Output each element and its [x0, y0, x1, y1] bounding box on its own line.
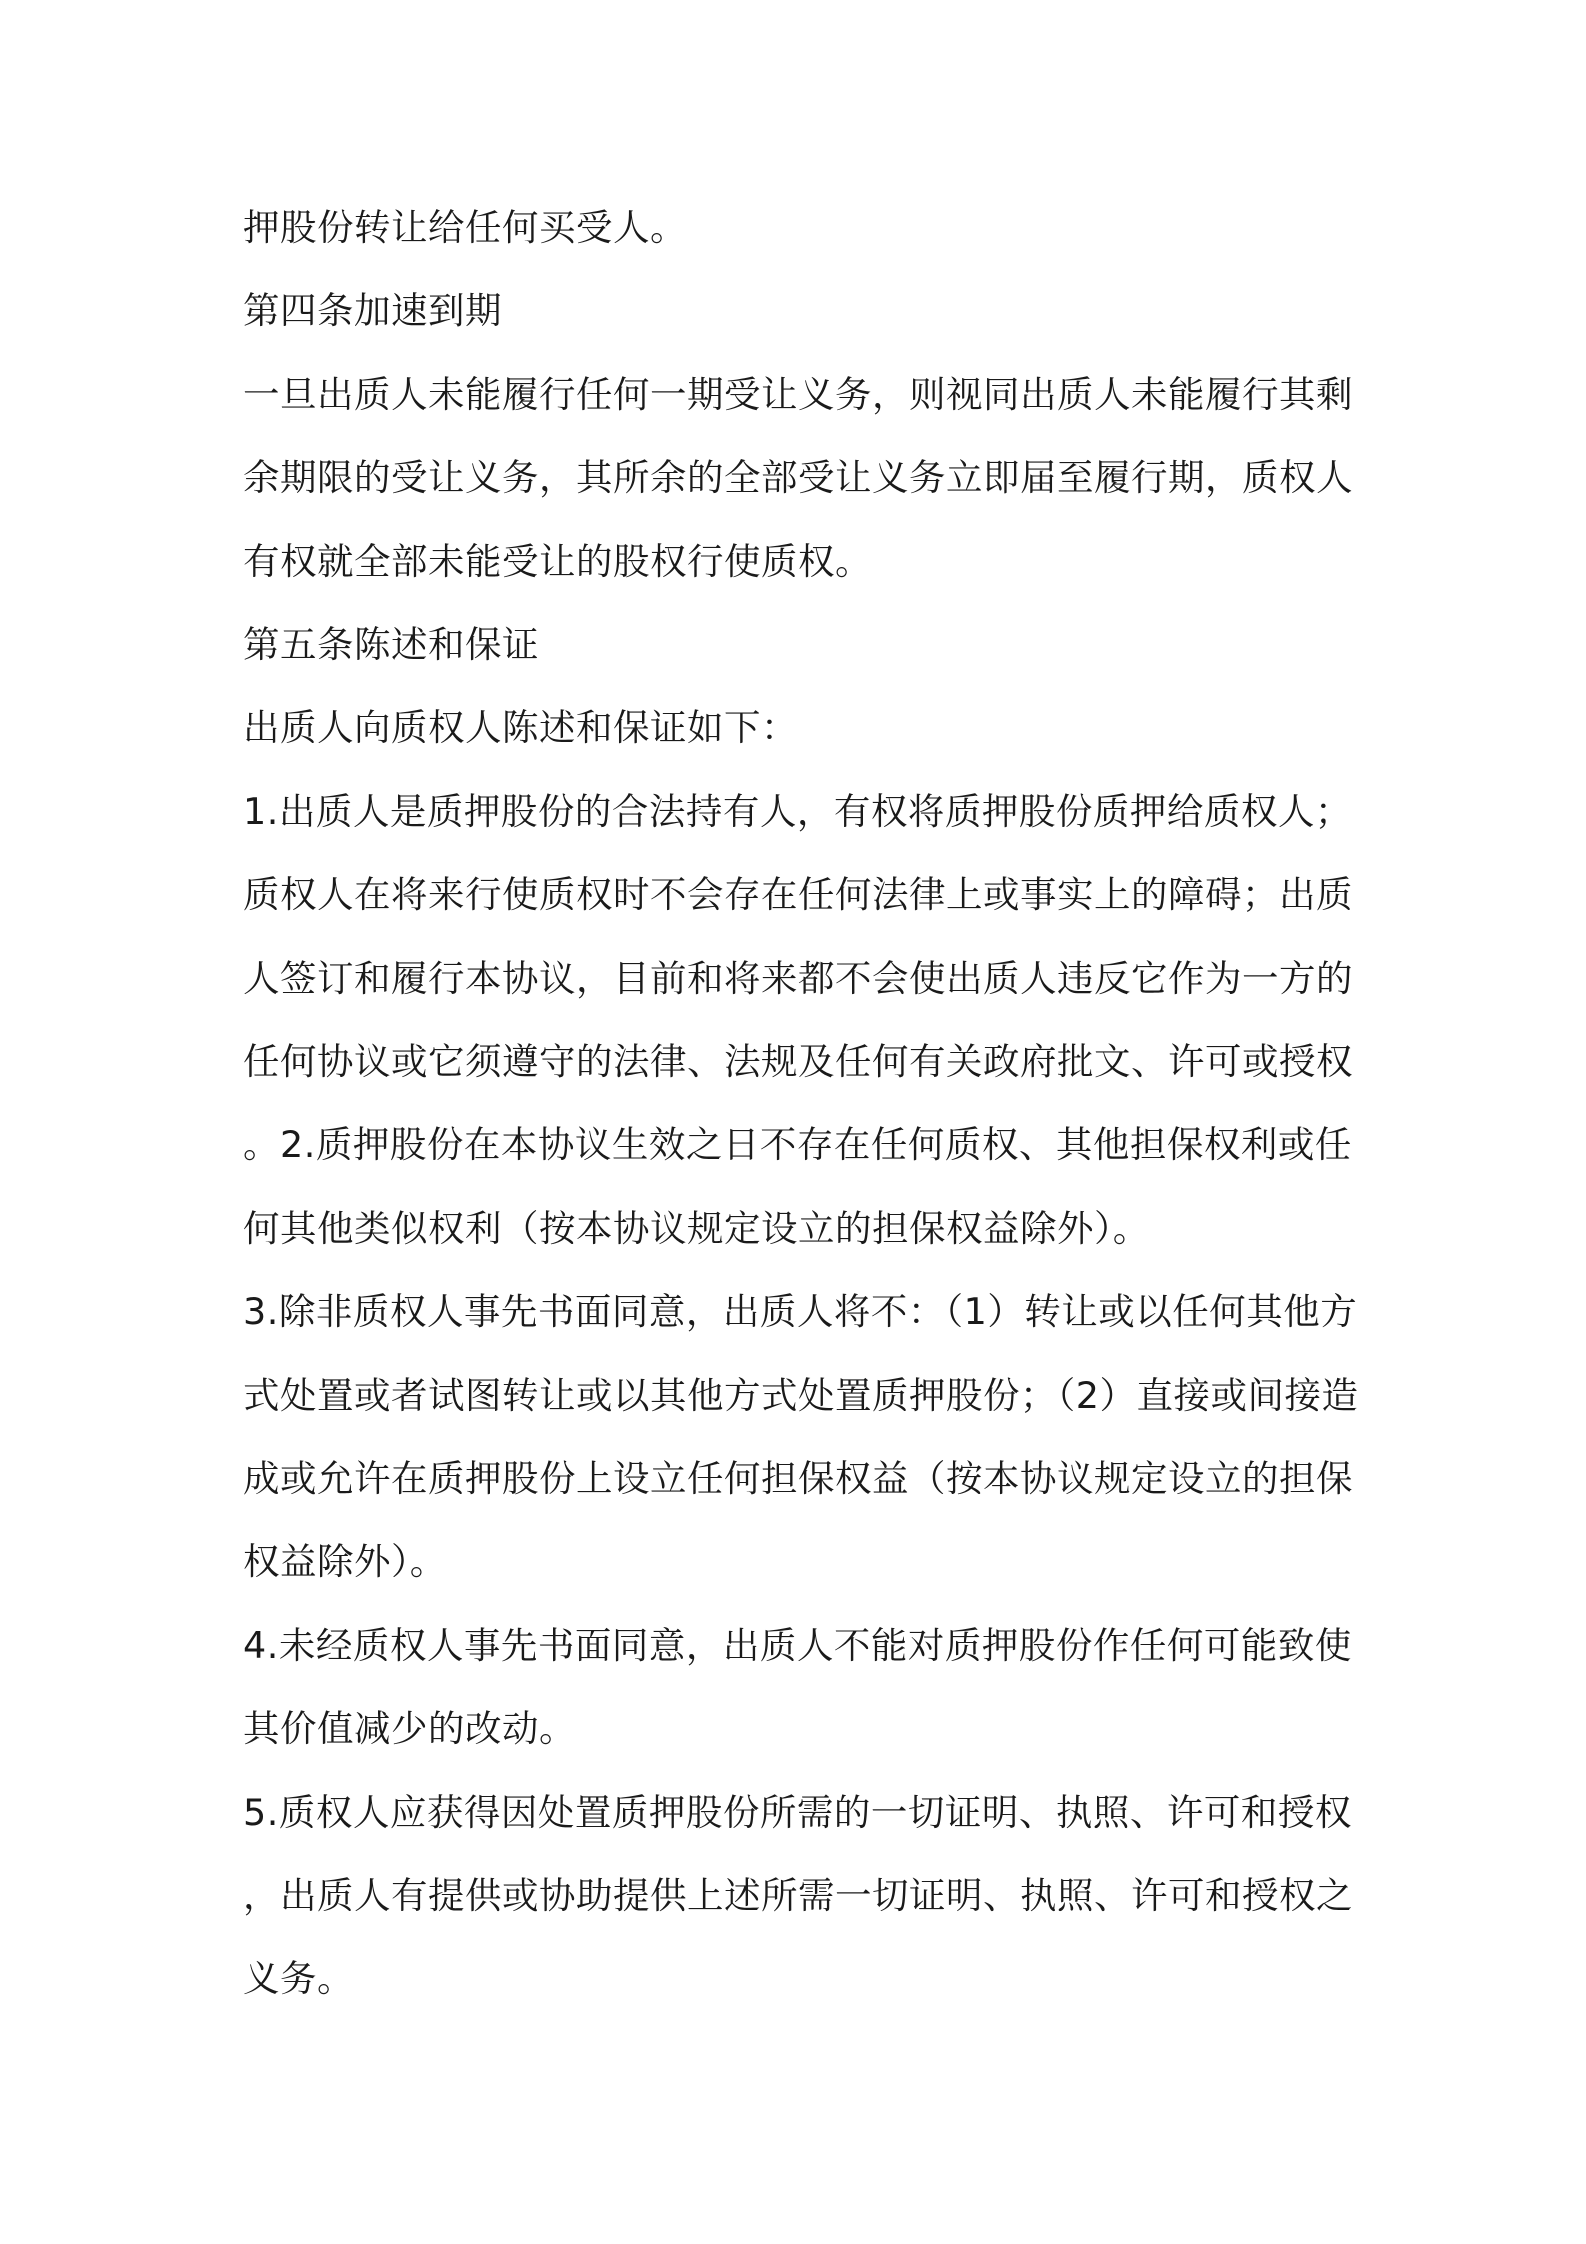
text-line: 义务。 [243, 1957, 354, 2000]
text-line: 出质人向质权人陈述和保证如下： [243, 706, 798, 749]
text-line: 人签订和履行本协议，目前和将来都不会使出质人违反它作为一方的 [243, 957, 1353, 1000]
text-line: 一旦出质人未能履行任何一期受让义务，则视同出质人未能履行其剩 [243, 373, 1353, 416]
text-line: ，出质人有提供或协助提供上述所需一切证明、执照、许可和授权之 [243, 1874, 1353, 1917]
text-line: 5.质权人应获得因处置质押股份所需的一切证明、执照、许可和授权 [243, 1791, 1352, 1834]
text-line: 4.未经质权人事先书面同意，出质人不能对质押股份作任何可能致使 [243, 1624, 1352, 1667]
section-heading: 第四条加速到期 [243, 289, 502, 332]
section-heading: 第五条陈述和保证 [243, 623, 539, 666]
text-line: 成或允许在质押股份上设立任何担保权益（按本协议规定设立的担保 [243, 1457, 1353, 1500]
text-line: 质权人在将来行使质权时不会存在任何法律上或事实上的障碍；出质 [243, 873, 1353, 916]
text-line: 其价值减少的改动。 [243, 1707, 576, 1750]
text-line: 有权就全部未能受让的股权行使质权。 [243, 540, 872, 583]
text-line: 式处置或者试图转让或以其他方式处置质押股份；（2）直接或间接造 [243, 1374, 1359, 1417]
text-line: 1.出质人是质押股份的合法持有人，有权将质押股份质押给质权人； [243, 790, 1352, 833]
text-line: 。2.质押股份在本协议生效之日不存在任何质权、其他担保权利或任 [243, 1123, 1352, 1166]
text-line: 任何协议或它须遵守的法律、法规及任何有关政府批文、许可或授权 [243, 1040, 1353, 1083]
text-line: 何其他类似权利（按本协议规定设立的担保权益除外）。 [243, 1207, 1150, 1250]
text-line: 余期限的受让义务，其所余的全部受让义务立即届至履行期，质权人 [243, 456, 1353, 499]
text-line: 3.除非质权人事先书面同意，出质人将不：（1）转让或以任何其他方 [243, 1290, 1358, 1333]
text-line: 押股份转让给任何买受人。 [243, 206, 687, 249]
text-line: 权益除外）。 [243, 1540, 447, 1583]
